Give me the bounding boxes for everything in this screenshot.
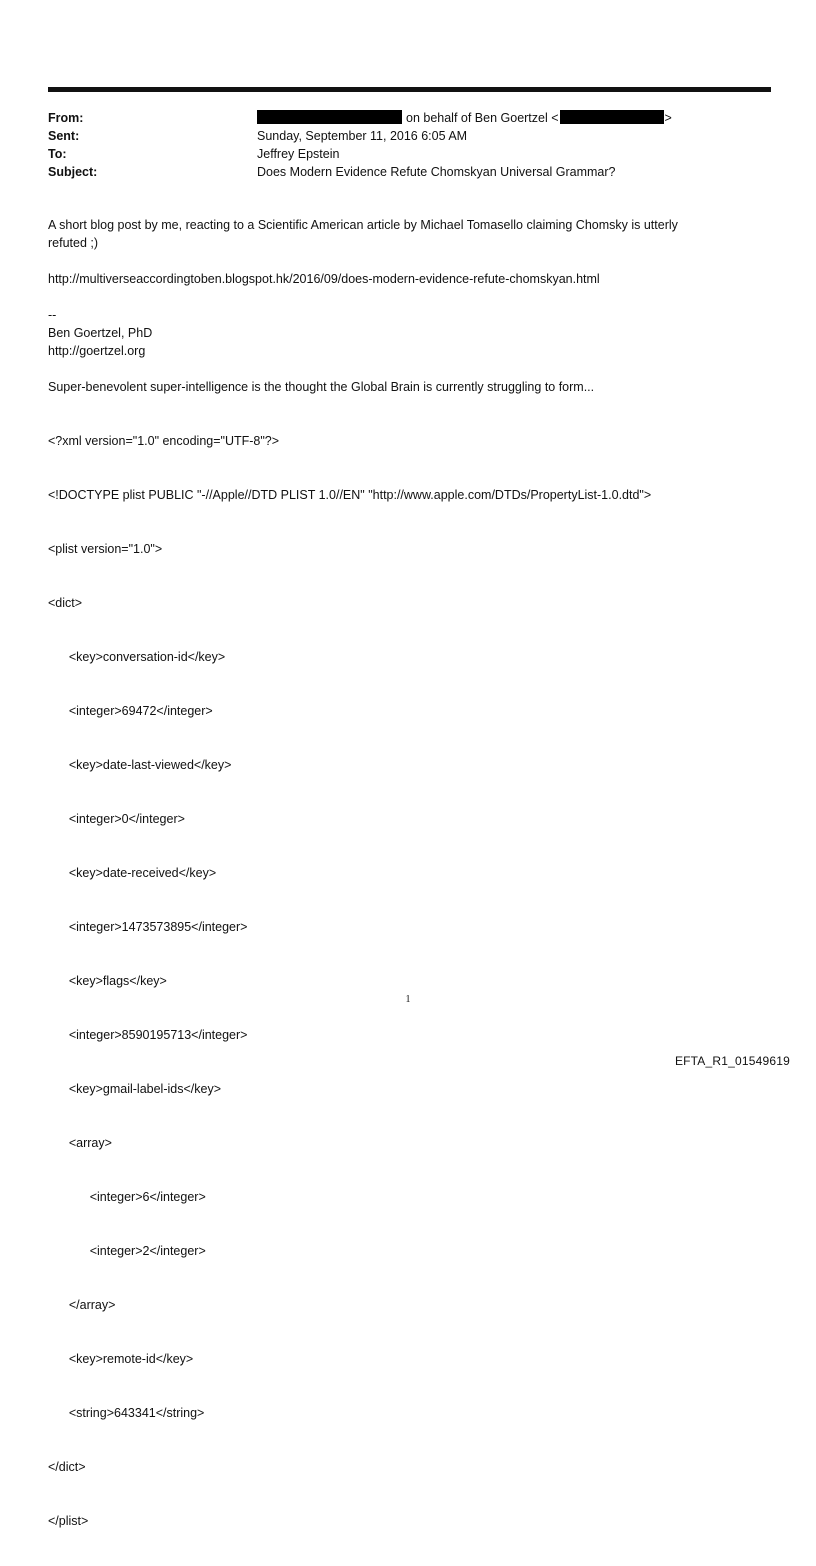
subject-row bbox=[48, 163, 771, 181]
signature-url[interactable]: http://goertzel.org bbox=[48, 344, 146, 358]
to-label: To: bbox=[48, 147, 67, 161]
intro-line: A short blog post by me, reacting to a Scientific American article by Michael Tomasello claiming Chomsky is utterly bbox=[48, 218, 678, 232]
xml-line: <integer>6</integer> bbox=[48, 1190, 206, 1204]
xml-line: <!DOCTYPE plist PUBLIC "-//Apple//DTD PLIST 1.0//EN" "http://www.apple.com/DTDs/PropertyList-1.0.dtd"> bbox=[48, 488, 652, 502]
xml-line: <key>remote-id</key> bbox=[48, 1352, 194, 1366]
sent-label: Sent: bbox=[48, 129, 80, 143]
header-rule bbox=[48, 87, 771, 92]
xml-line: <integer>2</integer> bbox=[48, 1244, 206, 1258]
sent-value: Sunday, September 11, 2016 6:05 AM bbox=[257, 129, 468, 143]
signature-name: Ben Goertzel, PhD bbox=[48, 326, 153, 340]
subject-label: Subject: bbox=[48, 165, 98, 179]
xml-line: <integer>1473573895</integer> bbox=[48, 920, 248, 934]
xml-line: <key>date-last-viewed</key> bbox=[48, 758, 232, 772]
document-id: EFTA_R1_01549619 bbox=[674, 1054, 790, 1068]
xml-line: <plist version="1.0"> bbox=[48, 542, 163, 556]
subject-value: Does Modern Evidence Refute Chomskyan Universal Grammar? bbox=[257, 165, 616, 179]
redaction-block bbox=[257, 110, 402, 124]
xml-line: <dict> bbox=[48, 596, 83, 610]
from-label: From: bbox=[48, 111, 84, 125]
xml-line: </plist> bbox=[48, 1514, 89, 1528]
xml-line: <integer>8590195713</integer> bbox=[48, 1028, 248, 1042]
from-row bbox=[48, 109, 771, 127]
from-value bbox=[257, 109, 672, 127]
xml-line: <key>flags</key> bbox=[48, 974, 167, 988]
xml-line: <array> bbox=[48, 1136, 112, 1150]
xml-line: <key>date-received</key> bbox=[48, 866, 217, 880]
from-close: > bbox=[664, 111, 672, 125]
email-header bbox=[48, 109, 771, 181]
signature-dash: -- bbox=[48, 308, 57, 322]
xml-line: </dict> bbox=[48, 1460, 86, 1474]
intro-line: refuted ;) bbox=[48, 236, 99, 250]
redaction-block bbox=[560, 110, 664, 124]
page-number: 1 bbox=[405, 994, 411, 1005]
xml-line: <integer>0</integer> bbox=[48, 812, 185, 826]
xml-line: </array> bbox=[48, 1298, 116, 1312]
xml-block bbox=[48, 396, 771, 1566]
from-text: on behalf of Ben Goertzel < bbox=[406, 111, 559, 125]
xml-line: <key>gmail-label-ids</key> bbox=[48, 1082, 222, 1096]
email-body bbox=[48, 216, 771, 1566]
tagline: Super-benevolent super-intelligence is the thought the Global Brain is currently struggling to form... bbox=[48, 380, 595, 394]
sent-row bbox=[48, 127, 771, 145]
blog-link[interactable]: http://multiverseaccordingtoben.blogspot.hk/2016/09/does-modern-evidence-refute-chomskyan.html bbox=[48, 272, 600, 286]
to-value: Jeffrey Epstein bbox=[257, 147, 340, 161]
xml-line: <?xml version="1.0" encoding="UTF-8"?> bbox=[48, 434, 280, 448]
xml-line: <key>conversation-id</key> bbox=[48, 650, 226, 664]
xml-line: <integer>69472</integer> bbox=[48, 704, 213, 718]
xml-line: <string>643341</string> bbox=[48, 1406, 205, 1420]
to-row bbox=[48, 145, 771, 163]
